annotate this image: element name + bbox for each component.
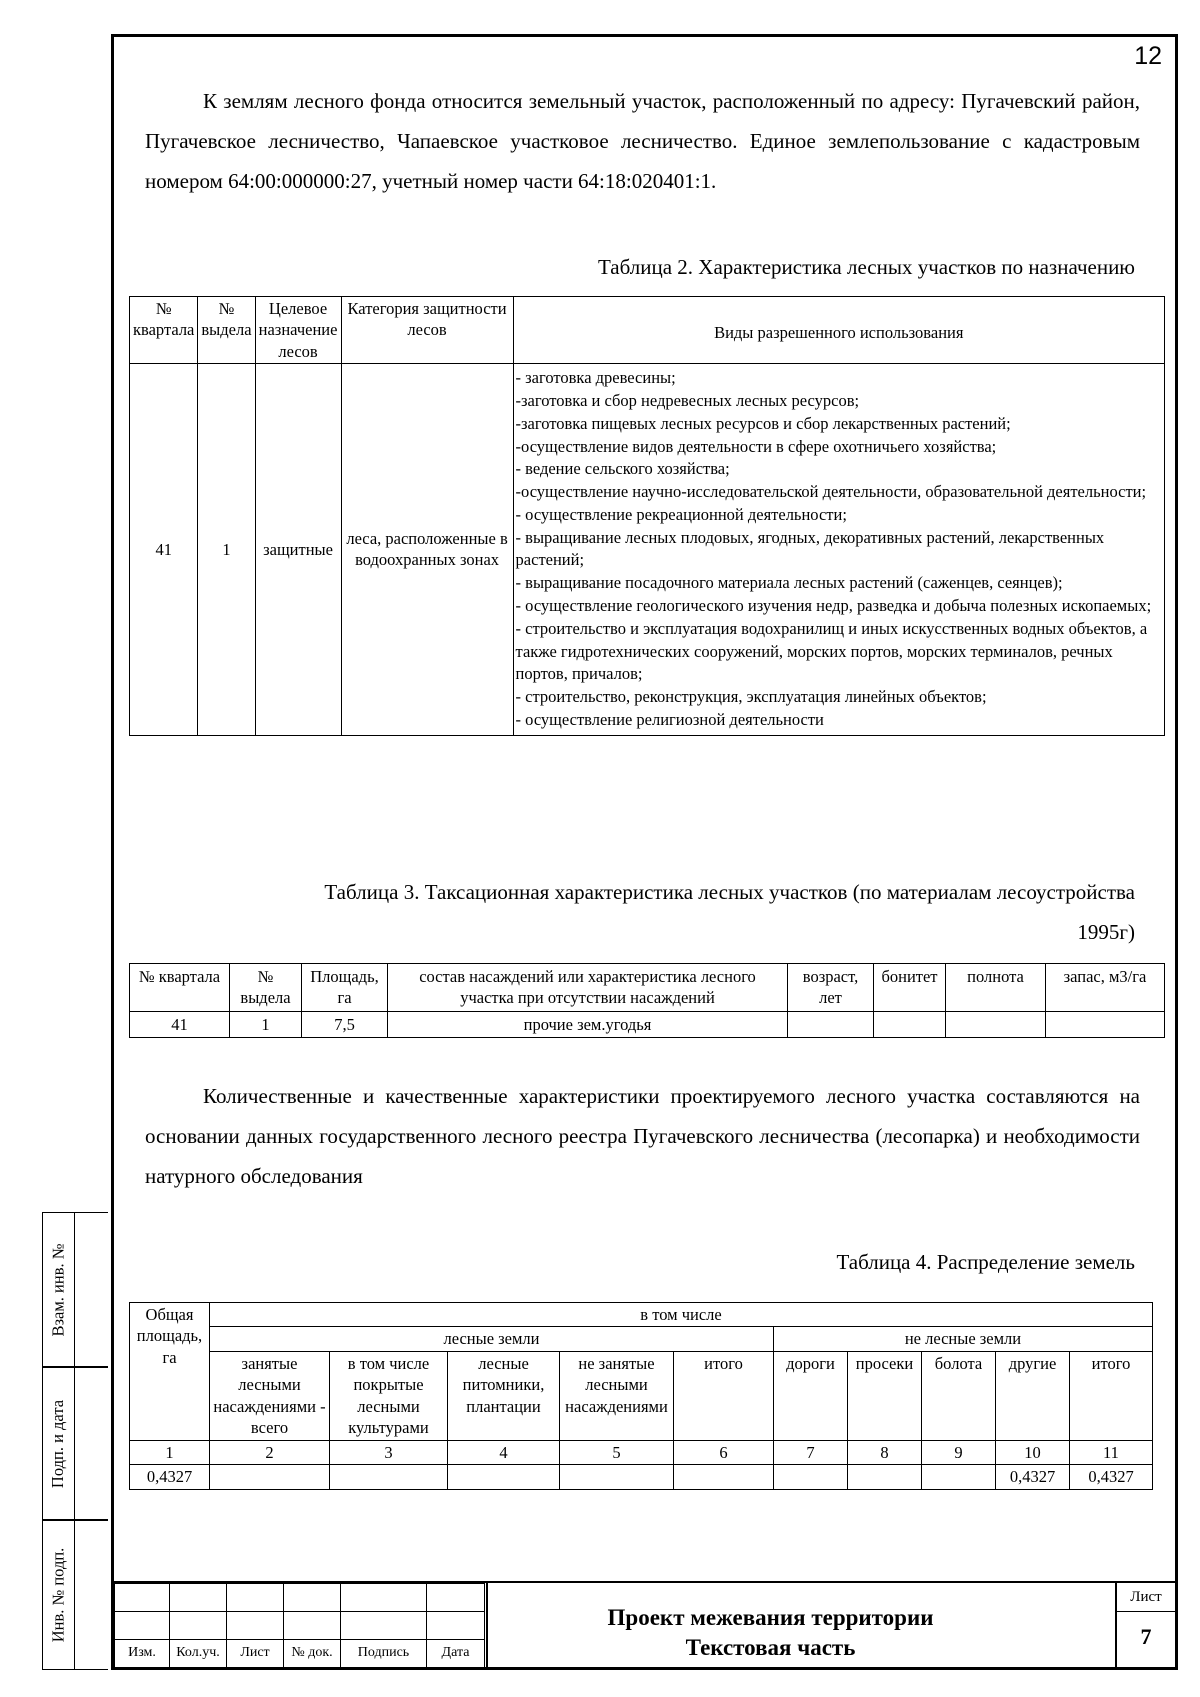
sheet-number: 7 bbox=[1140, 1624, 1152, 1649]
col-number: 8 bbox=[848, 1440, 922, 1464]
table2-header: Категория защитности лесов bbox=[341, 297, 513, 364]
list-item: - заготовка древесины; bbox=[515, 368, 676, 388]
table3-cell bbox=[1046, 1011, 1165, 1037]
stamp-col: № док. bbox=[284, 1640, 341, 1668]
table4-header: другие bbox=[996, 1351, 1070, 1440]
table4-caption: Таблица 4. Распределение земель bbox=[836, 1250, 1135, 1274]
side-label: Подп. и дата bbox=[48, 1399, 68, 1488]
col-number: 6 bbox=[674, 1440, 774, 1464]
stamp-col: Изм. bbox=[115, 1640, 170, 1668]
table3-header: № выдела bbox=[230, 964, 302, 1012]
stamp-header-row bbox=[115, 1640, 485, 1668]
table2-header: Виды разрешенного использования bbox=[513, 297, 1164, 364]
table2-header: № выдела bbox=[198, 297, 255, 364]
table4-cell bbox=[774, 1465, 848, 1489]
side-podp bbox=[42, 1367, 108, 1520]
table3-header: бонитет bbox=[874, 964, 946, 1012]
table3-header: запас, м3/га bbox=[1046, 964, 1165, 1012]
table3-cell: 41 bbox=[130, 1011, 230, 1037]
table4-header: итого bbox=[1070, 1351, 1153, 1440]
table3-header: полнота bbox=[946, 964, 1046, 1012]
info-paragraph: Количественные и качественные характеристики проектируемого лесного участка составляются на основании данных государственного лесного реестра Пугачевского лесничества (лесопарка) и необходимости натурного обследования bbox=[145, 1084, 1140, 1188]
table2 bbox=[129, 296, 1165, 736]
table4-cell bbox=[560, 1465, 674, 1489]
table4-header: лесные питомники, плантации bbox=[448, 1351, 560, 1440]
table4-cell bbox=[922, 1465, 996, 1489]
table4 bbox=[129, 1302, 1153, 1490]
table4-header: в том числе покрытые лесными культурами bbox=[330, 1351, 448, 1440]
document-title-line1: Проект межевания территории bbox=[607, 1605, 934, 1630]
list-item: - ведение сельского хозяйства; bbox=[515, 459, 730, 479]
table3 bbox=[129, 963, 1165, 1038]
list-item: - осуществление рекреационной деятельности; bbox=[515, 504, 847, 524]
col-number: 11 bbox=[1070, 1440, 1153, 1464]
list-item: - строительство и эксплуатация водохранилищ и иных искусственных водных объектов, а также гидротехнических сооружений, морских портов, морских терминалов, речных портов, причалов; bbox=[515, 618, 1148, 684]
list-item: - осуществление религиозной деятельности bbox=[515, 709, 824, 729]
table3-cell: 1 bbox=[230, 1011, 302, 1037]
table4-header: занятые лесными насаждениями - всего bbox=[210, 1351, 330, 1440]
table4-header: дороги bbox=[774, 1351, 848, 1440]
side-vzam bbox=[42, 1212, 108, 1367]
nonforest-lands-header: не лесные земли bbox=[774, 1327, 1153, 1351]
table3-cell: прочие зем.угодья bbox=[388, 1011, 788, 1037]
list-item: - выращивание посадочного материала лесных растений (саженцев, сеянцев); bbox=[515, 573, 1063, 593]
stamp-grid bbox=[114, 1583, 485, 1668]
table2-header-row bbox=[130, 297, 1165, 364]
stamp-col: Дата bbox=[427, 1640, 485, 1668]
table-row bbox=[130, 1011, 1165, 1037]
table3-header: Площадь, га bbox=[302, 964, 388, 1012]
table3-header: состав насаждений или характеристика лесного участка при отсутствии насаждений bbox=[388, 964, 788, 1012]
col-number: 4 bbox=[448, 1440, 560, 1464]
table3-cell bbox=[874, 1011, 946, 1037]
col-number: 10 bbox=[996, 1440, 1070, 1464]
sheet-box bbox=[1115, 1583, 1175, 1669]
table4-header: не занятые лесными насаждениями bbox=[560, 1351, 674, 1440]
table4-header-row bbox=[130, 1351, 1153, 1440]
stamp-col: Кол.уч. bbox=[170, 1640, 227, 1668]
col-number: 2 bbox=[210, 1440, 330, 1464]
page-number: 12 bbox=[1134, 42, 1162, 70]
sheet-label: Лист bbox=[1117, 1583, 1175, 1612]
incl-header: в том числе bbox=[210, 1303, 1153, 1327]
table4-cell: 0,4327 bbox=[996, 1465, 1070, 1489]
total-area-header: Общая площадь, га bbox=[130, 1303, 210, 1441]
list-item: -осуществление научно-исследовательской деятельности, образовательной деятельности; bbox=[515, 482, 1147, 502]
col-number: 7 bbox=[774, 1440, 848, 1464]
table3-caption: Таблица 3. Таксационная характеристика лесных участков (по материалам лесоустройства bbox=[324, 880, 1135, 904]
vydel-cell: 1 bbox=[198, 364, 255, 735]
table4-header: болота bbox=[922, 1351, 996, 1440]
table3-caption-year: 1995г) bbox=[1077, 920, 1135, 944]
table3-cell: 7,5 bbox=[302, 1011, 388, 1037]
table4-header: просеки bbox=[848, 1351, 922, 1440]
uses-cell bbox=[513, 364, 1164, 735]
stamp-col: Лист bbox=[227, 1640, 284, 1668]
stamp-col: Подпись bbox=[341, 1640, 427, 1668]
intro-paragraph: К землям лесного фонда относится земельный участок, расположенный по адресу: Пугачевский район, Пугачевское лесничество, Чапаевское участковое лесничество. Единое землепользование с кадастровым номером 64:00:000000:27, учетный номер части 64:18:020401:1. bbox=[145, 89, 1140, 193]
list-item: - осуществление геологического изучения недр, разведка и добыча полезных ископаемых; bbox=[515, 595, 1152, 615]
table4-cell bbox=[330, 1465, 448, 1489]
col-number: 3 bbox=[330, 1440, 448, 1464]
forest-lands-header: лесные земли bbox=[210, 1327, 774, 1351]
purpose-cell: защитные bbox=[255, 364, 341, 735]
table-row bbox=[130, 1465, 1153, 1489]
document-title-line2: Текстовая часть bbox=[685, 1635, 856, 1660]
side-label: Взам. инв. № bbox=[48, 1243, 68, 1336]
col-number: 1 bbox=[130, 1440, 210, 1464]
kvartal-cell: 41 bbox=[130, 364, 198, 735]
side-label: Инв. № подп. bbox=[48, 1547, 68, 1643]
table4-cell bbox=[674, 1465, 774, 1489]
table3-header-row bbox=[130, 964, 1165, 1012]
table2-header: № квартала bbox=[130, 297, 198, 364]
category-cell: леса, расположенные в водоохранных зонах bbox=[341, 364, 513, 735]
document-title bbox=[488, 1603, 1053, 1663]
list-item: -осуществление видов деятельности в сфере охотничьего хозяйства; bbox=[515, 436, 997, 456]
title-block bbox=[114, 1581, 1175, 1669]
table2-header: Целевое назначение лесов bbox=[255, 297, 341, 364]
table4-cell bbox=[210, 1465, 330, 1489]
table3-cell bbox=[788, 1011, 874, 1037]
table4-cell bbox=[848, 1465, 922, 1489]
table-row bbox=[130, 364, 1165, 735]
list-item: - выращивание лесных плодовых, ягодных, декоративных растений, лекарственных растений; bbox=[515, 527, 1105, 570]
table2-caption: Таблица 2. Характеристика лесных участков по назначению bbox=[597, 255, 1135, 279]
table4-num-row bbox=[130, 1440, 1153, 1464]
table4-header: итого bbox=[674, 1351, 774, 1440]
col-number: 9 bbox=[922, 1440, 996, 1464]
table3-cell bbox=[946, 1011, 1046, 1037]
list-item: -заготовка пищевых лесных ресурсов и сбор лекарственных растений; bbox=[515, 413, 1011, 433]
table4-cell: 0,4327 bbox=[1070, 1465, 1153, 1489]
list-item: -заготовка и сбор недревесных лесных ресурсов; bbox=[515, 391, 860, 411]
table4-cell bbox=[448, 1465, 560, 1489]
list-item: - строительство, реконструкция, эксплуатация линейных объектов; bbox=[515, 687, 987, 707]
table3-header: возраст, лет bbox=[788, 964, 874, 1012]
side-inv bbox=[42, 1520, 108, 1670]
col-number: 5 bbox=[560, 1440, 674, 1464]
table3-header: № квартала bbox=[130, 964, 230, 1012]
table4-cell: 0,4327 bbox=[130, 1465, 210, 1489]
